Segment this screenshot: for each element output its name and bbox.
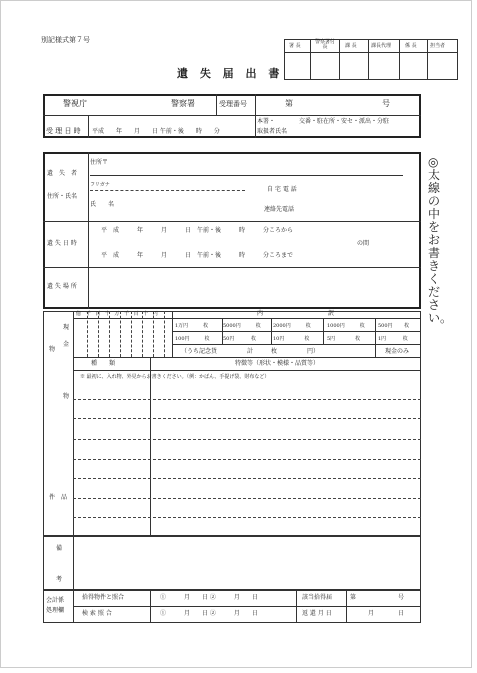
page-title: 遺 失 届 出 書 xyxy=(177,67,284,80)
items-label-butsu: 物 xyxy=(49,346,56,353)
items-feature-header: 特徴等（形状・模様・品質等） xyxy=(235,360,320,367)
lost-date-from: 平 成 年 月 日 午前・後 時 分ころから xyxy=(101,227,294,234)
denomination: 5000円 枚 xyxy=(223,323,261,329)
station-label: 警察署 xyxy=(171,99,195,108)
home-phone-label: 自 宅 電 話 xyxy=(267,186,297,193)
items-label-gen: 現 xyxy=(63,324,70,331)
receipt-office-text: 本署・ 交番・駐在所・安セ・派出・分駐 xyxy=(257,118,390,125)
receipt-number-label: 受理番号 xyxy=(219,100,247,108)
cash-only-label: 現金のみ xyxy=(385,348,410,355)
receipt-gou: 号 xyxy=(382,99,390,108)
denomination: 1万円 枚 xyxy=(175,323,209,329)
items-label-kenpin: 件 品 xyxy=(49,494,68,501)
denomination: 1000円 枚 xyxy=(327,323,365,329)
accounting-return-date: 返 還 月 日 xyxy=(302,610,332,617)
receipt-dai: 第 xyxy=(285,99,293,108)
lost-date-to: 平 成 年 月 日 午前・後 時 分ころまで xyxy=(101,252,294,259)
denomination: 10円 枚 xyxy=(273,336,310,342)
approval-label: 係 長 xyxy=(405,43,417,49)
cash-breakdown-uchi: 内 xyxy=(257,310,264,317)
denomination: 2000円 枚 xyxy=(273,323,311,329)
denomination: 100円 枚 xyxy=(175,336,210,342)
accounting-label: 処理欄 xyxy=(46,607,65,614)
cash-commemorative: （うち記念貨 計 枚 円） xyxy=(181,348,320,355)
accounting-match: 拾得物件と照合 xyxy=(82,594,125,601)
accounting-no: 第 号 xyxy=(350,594,405,601)
furigana-label: フリガナ xyxy=(90,182,110,188)
accounting-date1: ① 月 日 ② 月 日 xyxy=(160,594,258,601)
accounting-md: 月 日 xyxy=(350,610,405,617)
receipt-date-text: 平成 年 月 日 午前・後 時 分 xyxy=(92,128,220,135)
denomination: 1円 枚 xyxy=(378,336,408,342)
remarks-block xyxy=(43,536,421,590)
accounting-applicable: 該当拾得届 xyxy=(302,594,333,601)
accounting-date2: ① 月 日 ② 月 日 xyxy=(160,610,258,617)
name-label: 氏 名 xyxy=(90,201,115,208)
loser-address-name-label: 住所・氏名 xyxy=(47,193,78,200)
approval-label: 課 長 xyxy=(345,43,357,49)
lost-date-label: 遺 失 日 時 xyxy=(47,240,77,247)
items-type-header: 種 類 xyxy=(91,360,116,367)
denomination: 50円 枚 xyxy=(223,336,256,342)
address-label: 住所〒 xyxy=(90,159,109,166)
contact-phone-label: 連絡先電話 xyxy=(264,206,295,213)
cash-breakdown-wake: 訳 xyxy=(328,310,335,317)
form-number: 別記様式第７号 xyxy=(41,36,90,44)
approval-label: 署 長 xyxy=(289,43,301,49)
remarks-label: 考 xyxy=(56,576,63,583)
loser-label: 遺 失 者 xyxy=(47,170,78,177)
denomination: 5円 枚 xyxy=(327,336,361,342)
accounting-label: 会計係 xyxy=(46,597,65,604)
lost-date-between: の間 xyxy=(357,240,370,247)
remarks-label: 備 xyxy=(56,545,63,552)
accounting-search: 検 索 照 合 xyxy=(82,610,112,617)
approval-label: 課長代理 xyxy=(371,43,392,49)
side-note: ◎太線の中をお書きください。 xyxy=(428,155,453,325)
cash-digits: 億千百十万千百十円 xyxy=(76,311,163,317)
denomination: 500円 枚 xyxy=(378,323,410,329)
items-note: ※ 最初に、入れ物、外見からお書きください。（例：かばん、手提げ袋、財布など） xyxy=(80,374,270,380)
receipt-handler: 取扱者氏名 xyxy=(257,128,288,135)
lost-place-label: 遺 失 場 所 xyxy=(47,283,77,290)
items-label-kin: 金 xyxy=(63,341,70,348)
approval-label: 担当者 xyxy=(430,43,446,49)
items-label-butsu2: 物 xyxy=(63,393,70,400)
approval-label: 警察署付 長 xyxy=(314,39,335,50)
agency-label: 警視庁 xyxy=(63,99,87,108)
receipt-date-label: 受 理 日 時 xyxy=(46,127,81,135)
